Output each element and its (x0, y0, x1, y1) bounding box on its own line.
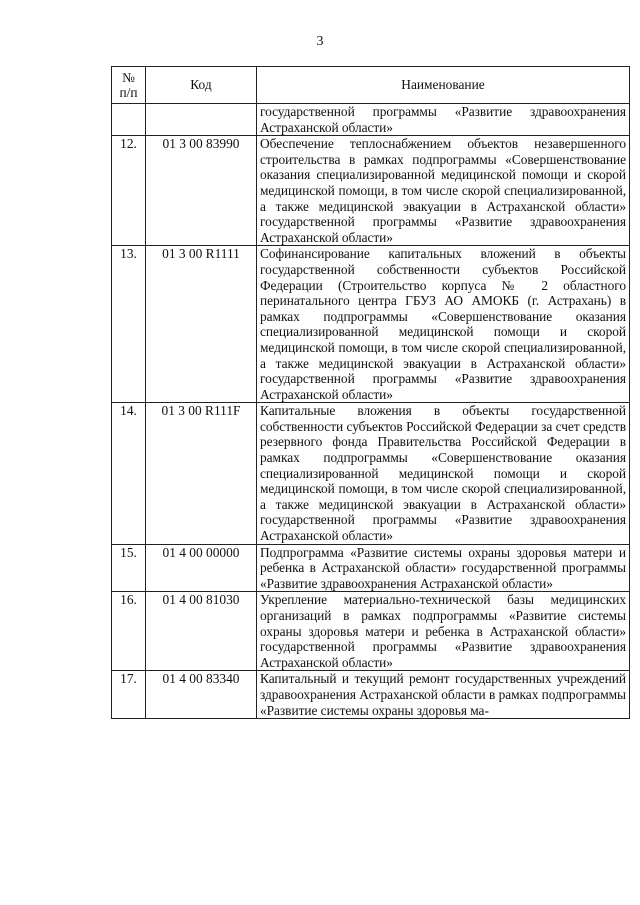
row-code: 01 4 00 83340 (146, 671, 257, 719)
row-num: 14. (112, 403, 146, 544)
header-num: № п/п (112, 67, 146, 104)
row-num: 12. (112, 136, 146, 246)
code-table (111, 66, 630, 719)
row-name: Укрепление материально-технической базы медицинских организаций в рамках подпрограммы «Развитие системы охраны здоровья матери и ребенка в Астраханской области» государственной программы «Развитие здравоохранения Астраханской области» (257, 592, 630, 671)
page-number: 3 (316, 34, 324, 49)
row-name: государственной программы «Развитие здравоохранения Астраханской области» (257, 104, 630, 136)
row-code: 01 4 00 81030 (146, 592, 257, 671)
row-code (146, 104, 257, 136)
table-row (112, 544, 630, 592)
row-name: Обеспечение теплоснабжением объектов незавершенного строительства в рамках подпрограммы «Совершенствование оказания специализированной медицинской помощи и скорой медицинской помощи, в том числе скорой специализированной, а также медицинской эвакуации в Астраханской области» государственной программы «Развитие здравоохранения Астраханской области» (257, 136, 630, 246)
table-row (112, 136, 630, 246)
row-name: Софинансирование капитальных вложений в объекты государственной собственности субъектов Российской Федерации (Строительство корпуса № 2 областного перинатального центра ГБУЗ АО АМОКБ (г. Астрахань) в рамках подпрограммы «Совершенствование оказания специализированной медицинской помощи и скорой медицинской помощи, в том числе скорой специализированной, а также медицинской эвакуации в Астраханской области» государственной программы «Развитие здравоохранения Астраханской области» (257, 246, 630, 403)
row-name: Капитальный и текущий ремонт государственных учреждений здравоохранения Астраханской области в рамках подпрограммы «Развитие системы охраны здоровья ма- (257, 671, 630, 719)
table-row (112, 403, 630, 544)
row-code: 01 4 00 00000 (146, 544, 257, 592)
row-num: 13. (112, 246, 146, 403)
row-num: 15. (112, 544, 146, 592)
row-num: 16. (112, 592, 146, 671)
row-name: Подпрограмма «Развитие системы охраны здоровья матери и ребенка в Астраханской области» государственной программы «Развитие здравоохранения Астраханской области» (257, 544, 630, 592)
row-num: 17. (112, 671, 146, 719)
header-name: Наименование (257, 67, 630, 104)
table-row (112, 246, 630, 403)
row-code: 01 3 00 R1111 (146, 246, 257, 403)
table-row (112, 592, 630, 671)
table-row (112, 104, 630, 136)
table-row (112, 671, 630, 719)
row-code: 01 3 00 R111F (146, 403, 257, 544)
row-code: 01 3 00 83990 (146, 136, 257, 246)
row-num (112, 104, 146, 136)
row-name: Капитальные вложения в объекты государственной собственности субъектов Российской Федерации за счет средств резервного фонда Правительства Российской Федерации в рамках подпрограммы «Совершенствование оказания специализированной медицинской помощи и скорой медицинской помощи, в том числе скорой специализированной, а также медицинской эвакуации в Астраханской области» государственной программы «Развитие здравоохранения Астраханской области» (257, 403, 630, 544)
table-header-row (112, 67, 630, 104)
header-code: Код (146, 67, 257, 104)
